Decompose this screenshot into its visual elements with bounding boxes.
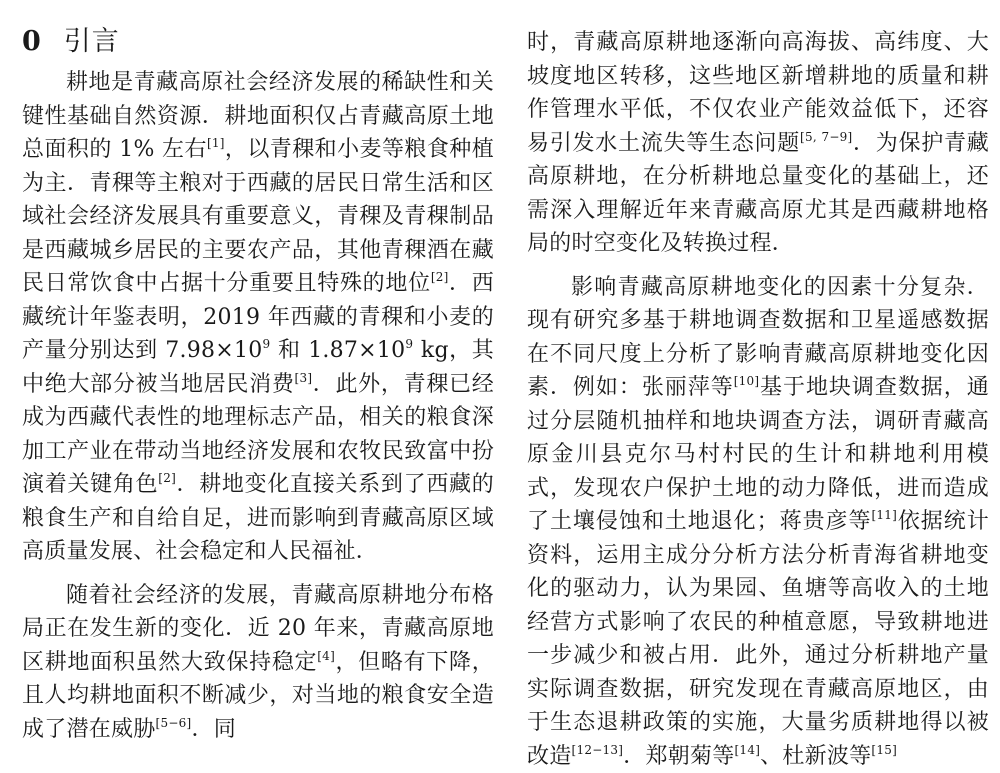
text-run: ．同: [191, 717, 236, 742]
text-run: kg，其中绝大部分被当地居民消费: [22, 338, 494, 397]
citation-ref: [5−6]: [156, 716, 192, 730]
text-run: ．此外，青稞已经成为西藏代表性的地理标志产品，相关的粮食深加工产业在带动当地经济发展和农牧民致富中扮演着关键角色: [22, 372, 494, 498]
text-run: 、杜新波等: [760, 744, 871, 769]
left-column: [22, 0, 494, 746]
text-run: ．耕地变化直接关系到了西藏的粮食生产和自给自足，进而影响到青藏高原区域高质量发展、社会稳定和人民福祉．: [22, 472, 494, 564]
right-column-body: [527, 26, 989, 773]
citation-ref: 9: [262, 337, 270, 351]
text-run: 耕地是青藏高原社会经济发展的稀缺性和关键性基础自然资源．耕地面积仅占青藏高原土地总面积的 1% 左右: [22, 70, 494, 162]
citation-ref: [14]: [735, 743, 761, 757]
text-run: 时，青藏高原耕地逐渐向高海拔、高纬度、大坡度地区转移，这些地区新增耕地的质量和耕作管理水平低，不仅农业产能效益低下，还容易引发水土流失等生态问题: [527, 30, 989, 156]
section-heading: [22, 20, 494, 64]
paragraph: [22, 66, 494, 569]
citation-ref: [2]: [431, 270, 449, 284]
text-run: ．郑朝菊等: [623, 744, 734, 769]
text-run: 基于地块调查数据，通过分层随机抽样和地块调查方法，调研青藏高原金川县克尔马村村民的生计和耕地利用模式，发现农户保护土地的动力降低，进而造成了土壤侵蚀和土地退化；蒋贵彦等: [527, 375, 989, 534]
section-number: 0: [22, 26, 42, 57]
left-column-body: [22, 66, 494, 746]
citation-ref: [3]: [295, 371, 313, 385]
citation-ref: [5, 7−9]: [800, 130, 852, 144]
paragraph: [527, 271, 989, 773]
text-run: 和 1.87×10: [270, 338, 405, 363]
citation-ref: 9: [405, 337, 413, 351]
section-title: 引言: [64, 26, 120, 57]
text-run: 影响青藏高原耕地变化的因素十分复杂．现有研究多基于耕地调查数据和卫星遥感数据在不同尺度上分析了影响青藏高原耕地变化因素．例如：张丽萍等: [527, 275, 989, 401]
citation-ref: [12−13]: [572, 743, 624, 757]
citation-ref: [1]: [207, 136, 225, 150]
citation-ref: [10]: [734, 374, 760, 388]
text-run: ，但略有下降，且人均耕地面积不断减少，对当地的粮食安全造成了潜在威胁: [22, 650, 494, 742]
text-run: ．西藏统计年鉴表明，2019 年西藏的青稞和小麦的产量分别达到 7.98×10: [22, 271, 494, 363]
right-column: [527, 0, 989, 773]
text-run: 依据统计资料，运用主成分分析方法分析青海省耕地变化的驱动力，认为果园、鱼塘等高收入的土地经营方式影响了农民的种植意愿，导致耕地进一步减少和被占用．此外，通过分析耕地产量实际调查数据，研究发现在青藏高原地区，由于生态退耕政策的实施，大量劣质耕地得以被改造: [527, 509, 989, 769]
citation-ref: [15]: [871, 743, 897, 757]
text-run: 随着社会经济的发展，青藏高原耕地分布格局正在发生新的变化．近 20 年来，青藏高原地区耕地面积虽然大致保持稳定: [22, 583, 494, 675]
citation-ref: [4]: [317, 649, 335, 663]
citation-ref: [2]: [158, 471, 176, 485]
citation-ref: [11]: [871, 508, 897, 522]
text-run: ，以青稞和小麦等粮食种植为主．青稞等主粮对于西藏的居民日常生活和区域社会经济发展具有重要意义，青稞及青稞制品是西藏城乡居民的主要农产品，其他青稞酒在藏民日常饮食中占据十分重要且特殊的地位: [22, 137, 494, 296]
paragraph: [527, 26, 989, 261]
text-run: ．为保护青藏高原耕地，在分析耕地总量变化的基础上，还需深入理解近年来青藏高原尤其是西藏耕地格局的时空变化及转换过程．: [527, 131, 989, 257]
paragraph: [22, 579, 494, 747]
